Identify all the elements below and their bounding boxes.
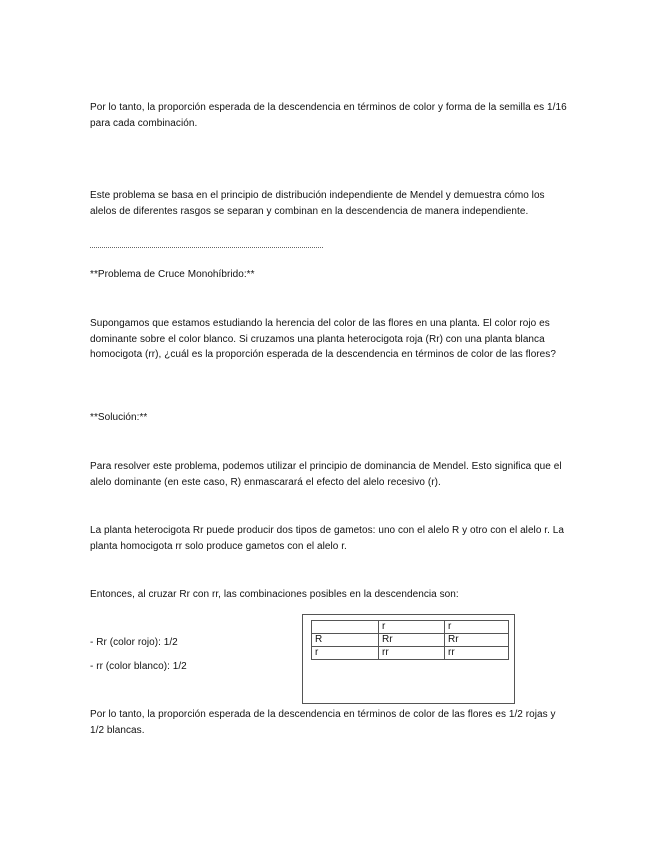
heading-solution: **Solución:** (90, 412, 148, 423)
table-row (312, 647, 509, 660)
punnett-square-table (311, 620, 509, 660)
heading-monohybrid-problem: **Problema de Cruce Monohíbrido:** (90, 269, 255, 280)
table-row (312, 634, 509, 647)
table-cell: R (312, 634, 379, 647)
paragraph-conclusion: Por lo tanto, la proporción esperada de la descendencia en términos de color de las flores es 1/2 rojas y 1/2 blancas. (90, 709, 556, 736)
result-white-proportion: - rr (color blanco): 1/2 (90, 661, 187, 672)
table-cell: r (379, 621, 445, 634)
paragraph-dominance: Para resolver este problema, podemos utilizar el principio de dominancia de Mendel. Esto significa que el alelo dominante (en este caso, R) enmascarará el efecto del alelo recesivo (r). (90, 461, 562, 488)
paragraph-mendel-principle: Este problema se basa en el principio de distribución independiente de Mendel y demuestra cómo los alelos de diferentes rasgos se separan y combinan en la descendencia de manera independiente. (90, 190, 545, 217)
table-cell: Rr (445, 634, 509, 647)
paragraph-cross-combinations: Entonces, al cruzar Rr con rr, las combinaciones posibles en la descendencia son: (90, 589, 459, 600)
dotted-separator (90, 247, 323, 248)
table-cell: r (445, 621, 509, 634)
table-cell: rr (445, 647, 509, 660)
result-red-proportion: - Rr (color rojo): 1/2 (90, 637, 178, 648)
paragraph-seed-proportion: Por lo tanto, la proporción esperada de la descendencia en términos de color y forma de la semilla es 1/16 para cada combinación. (90, 102, 567, 129)
paragraph-problem-statement: Supongamos que estamos estudiando la herencia del color de las flores en una planta. El color rojo es dominante sobre el color blanco. Si cruzamos una planta heterocigota roja (Rr) con una planta blanca homocigota (rr), ¿cuál es la proporción esperada de la descendencia en términos de color de las flores? (90, 318, 556, 360)
paragraph-gametes: La planta heterocigota Rr puede producir dos tipos de gametos: uno con el alelo R y otro con el alelo r. La planta homocigota rr solo produce gametos con el alelo r. (90, 525, 564, 552)
table-cell: rr (379, 647, 445, 660)
table-row (312, 621, 509, 634)
table-cell: r (312, 647, 379, 660)
table-cell (312, 621, 379, 634)
table-cell: Rr (379, 634, 445, 647)
